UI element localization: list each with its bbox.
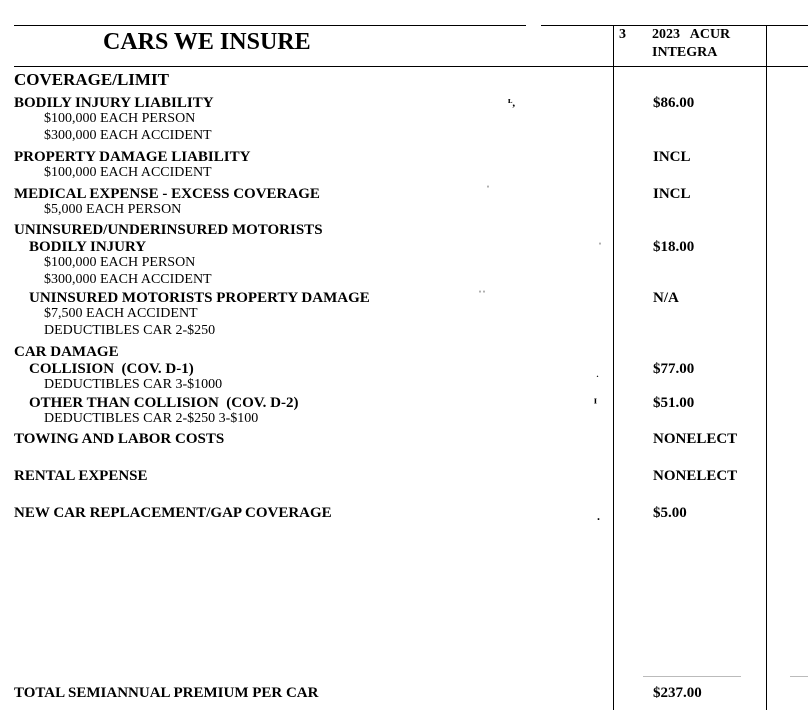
um-property-damage-title: UNINSURED MOTORISTS PROPERTY DAMAGE (29, 290, 370, 306)
um-property-damage-premium: N/A (653, 290, 679, 306)
other-than-collision-premium: $51.00 (653, 395, 695, 411)
car-damage-title: CAR DAMAGE (14, 344, 119, 360)
medical-expense-limit: $5,000 EACH PERSON (44, 202, 182, 217)
total-rule (643, 676, 741, 677)
column-divider-left (613, 25, 614, 710)
collision-title: COLLISION (COV. D-1) (29, 361, 194, 377)
scan-speck: ᴸ, (508, 97, 516, 109)
um-bodily-injury-limit-accident: $300,000 EACH ACCIDENT (44, 272, 212, 287)
total-rule-right (790, 676, 808, 677)
column-divider-right (766, 25, 767, 710)
bodily-injury-limit-accident: $300,000 EACH ACCIDENT (44, 128, 212, 143)
total-premium-value: $237.00 (653, 685, 702, 701)
gap-coverage-title: NEW CAR REPLACEMENT/GAP COVERAGE (14, 505, 332, 521)
scan-speck: . (596, 366, 599, 380)
property-damage-premium: INCL (653, 149, 691, 165)
medical-expense-title: MEDICAL EXPENSE - EXCESS COVERAGE (14, 186, 320, 202)
collision-premium: $77.00 (653, 361, 695, 377)
bodily-injury-premium: $86.00 (653, 95, 695, 111)
total-premium-title: TOTAL SEMIANNUAL PREMIUM PER CAR (14, 685, 319, 701)
towing-title: TOWING AND LABOR COSTS (14, 431, 225, 447)
gap-coverage-premium: $5.00 (653, 505, 687, 521)
um-property-damage-limit: $7,500 EACH ACCIDENT (44, 306, 198, 321)
scan-speck: ˈ (486, 183, 490, 197)
coverage-limit-heading: COVERAGE/LIMIT (14, 70, 169, 89)
property-damage-title: PROPERTY DAMAGE LIABILITY (14, 149, 251, 165)
other-than-collision-title: OTHER THAN COLLISION (COV. D-2) (29, 395, 299, 411)
bodily-injury-title: BODILY INJURY LIABILITY (14, 95, 214, 111)
uninsured-motorists-title: UNINSURED/UNDERINSURED MOTORISTS (14, 222, 323, 238)
um-bodily-injury-limit-person: $100,000 EACH PERSON (44, 255, 196, 270)
um-bodily-injury-premium: $18.00 (653, 239, 695, 255)
car-description-line2: INTEGRA (652, 45, 718, 60)
scan-speck: ˈˈ (478, 288, 486, 302)
collision-deductible: DEDUCTIBLES CAR 3-$1000 (44, 377, 223, 392)
property-damage-limit: $100,000 EACH ACCIDENT (44, 165, 212, 180)
scan-speck: ˈ (598, 240, 602, 254)
top-rule-right (541, 25, 808, 26)
car-description-line1: 2023 ACUR (652, 27, 731, 42)
header-bottom-rule (14, 66, 808, 67)
page-title: CARS WE INSURE (103, 29, 311, 55)
um-property-damage-deductible: DEDUCTIBLES CAR 2-$250 (44, 323, 216, 338)
bodily-injury-limit-person: $100,000 EACH PERSON (44, 111, 196, 126)
scan-speck: ᴵ (594, 396, 597, 410)
scan-speck: . (597, 509, 600, 523)
top-rule-left (14, 25, 526, 26)
other-than-collision-deductible: DEDUCTIBLES CAR 2-$250 3-$100 (44, 411, 259, 426)
um-bodily-injury-title: BODILY INJURY (29, 239, 147, 255)
car-number: 3 (619, 27, 626, 42)
towing-premium: NONELECT (653, 431, 738, 447)
rental-premium: NONELECT (653, 468, 738, 484)
rental-title: RENTAL EXPENSE (14, 468, 148, 484)
medical-expense-premium: INCL (653, 186, 691, 202)
